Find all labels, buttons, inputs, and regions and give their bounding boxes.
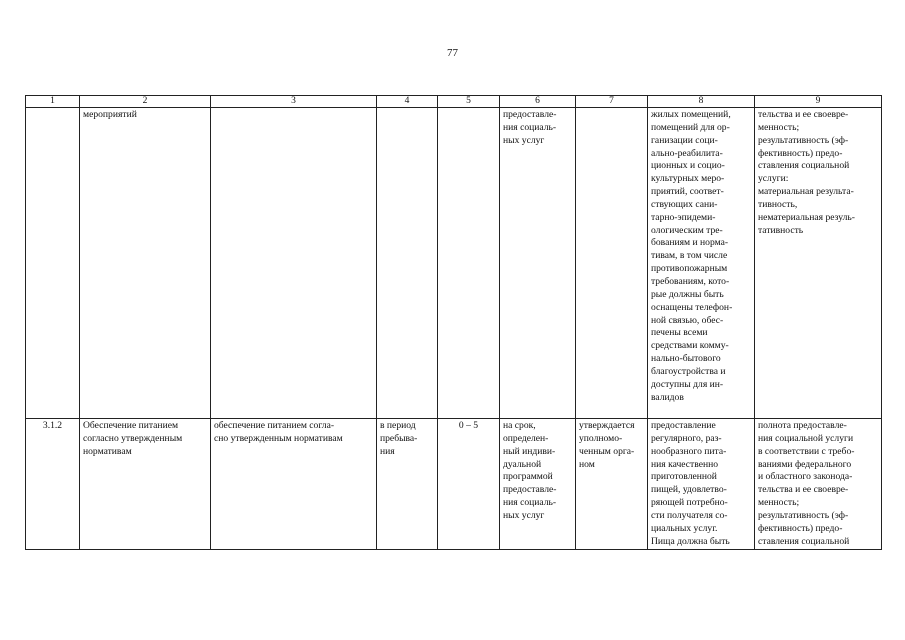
header-cell: 4 [377,96,438,108]
quality-cell: жилых помещений, помещений для ор- ганизации соци- ально-реабилита- ционных и социо- культурных меро- приятий, соответ- ствующих сани- тарно-эпидеми- ологическим тре- бованиям и норма- тивам, в том числе противопожарным требованиям, кото- рые должны быть оснащены телефон- ной связью, обес- печены всеми средствами комму- нально-бытового благоустройства и доступны для ин- валидов [648,108,755,419]
service-description-cell: обеспечение питанием согла- сно утвержденным нормативам [211,419,377,550]
table-row [26,419,882,550]
header-cell: 1 [26,96,80,108]
row-number-cell [26,108,80,419]
services-table [25,95,882,550]
header-cell: 7 [576,96,648,108]
evaluation-cell: тельства и ее своевре- менность; результативность (эф- фективность) предо- ставления социальной услуги: материальная результа- тивность, нематериальная резуль- тативность [755,108,882,419]
volume-cell: 0 – 5 [438,419,500,550]
term-cell: на срок, определен- ный индиви- дуальной программой предоставле- ния социаль- ных услуг [500,419,576,550]
header-cell: 3 [211,96,377,108]
cost-cell [576,108,648,419]
table-row [26,108,882,419]
service-description-cell [211,108,377,419]
header-cell: 9 [755,96,882,108]
term-cell: предоставле- ния социаль- ных услуг [500,108,576,419]
quality-cell: предоставление регулярного, раз- нообразного пита- ния качественно приготовленной пищей, удовлетво- ряющей потребно- сти получателя со- циальных услуг. Пища должна быть [648,419,755,550]
row-number-cell: 3.1.2 [26,419,80,550]
header-cell: 8 [648,96,755,108]
header-cell: 2 [80,96,211,108]
cost-cell: утверждается уполномо- ченным орга- ном [576,419,648,550]
service-name-cell: мероприятий [80,108,211,419]
header-cell: 6 [500,96,576,108]
table-header-row [26,96,882,108]
period-cell [377,108,438,419]
evaluation-cell: полнота предоставле- ния социальной услуги в соответствии с требо- ваниями федерального и областного законода- тельства и ее своевре- менность; результативность (эф- фективность) предо- ставления социальной [755,419,882,550]
service-name-cell: Обеспечение питанием согласно утвержденным нормативам [80,419,211,550]
volume-cell [438,108,500,419]
page-number: 77 [447,47,458,59]
header-cell: 5 [438,96,500,108]
period-cell: в период пребыва- ния [377,419,438,550]
